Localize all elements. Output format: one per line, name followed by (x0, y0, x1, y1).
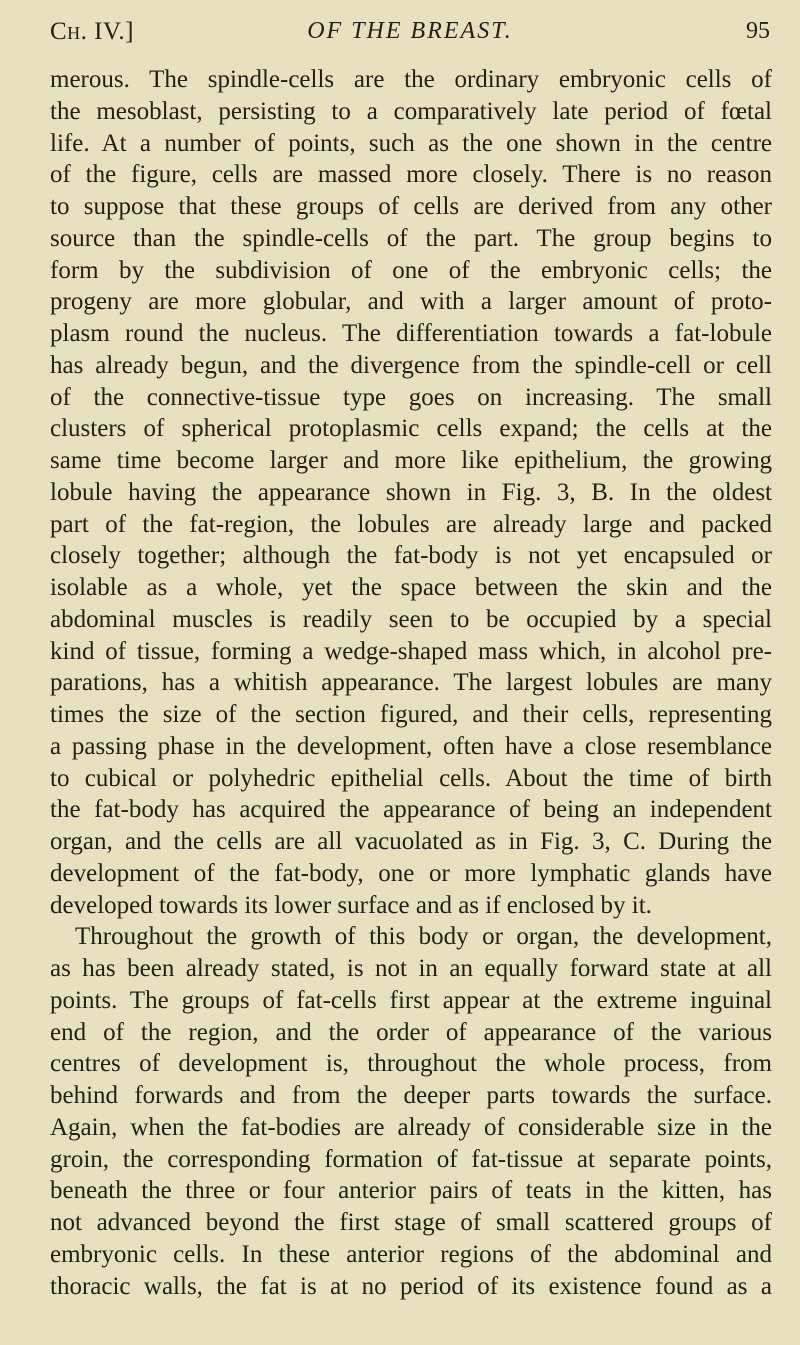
text-line: points. The groups of fat-cells first appear at the extreme inguinal (50, 986, 772, 1014)
page-title: OF THE BREAST. (307, 18, 513, 44)
text-line: as has been already stated, is not in an equally forward state at all (50, 955, 772, 982)
text-line: developed towards its lower surface and as if enclosed by it. (50, 891, 652, 919)
text-line: parations, has a whitish appearance. The largest lobules are many (50, 669, 772, 697)
text-line: abdominal muscles is readily seen to be occupied by a special (50, 605, 772, 633)
text-line: to cubical or polyhedric epithelial cells. About the time of birth (50, 764, 772, 792)
text-line: development of the fat-body, one or more lymphatic glands have (50, 859, 772, 887)
text-line: a passing phase in the development, often have a close resemblance (50, 732, 772, 760)
text-line: centres of development is, throughout the whole process, from (50, 1050, 772, 1078)
text-line: embryonic cells. In these anterior regions of the abdominal and (50, 1240, 772, 1268)
page-number: 95 (746, 18, 770, 44)
text-line: plasm round the nucleus. The differentiation towards a fat-lobule (50, 320, 772, 347)
text-line: lobule having the appearance shown in Fig. 3, B. In the oldest (50, 478, 772, 506)
running-head (50, 18, 770, 54)
body-text (50, 64, 772, 1302)
text-line: thoracic walls, the fat is at no period of its existence found as a (50, 1272, 772, 1300)
text-line: beneath the three or four anterior pairs of teats in the kitten, has (50, 1177, 772, 1205)
text-line: isolable as a whole, yet the space between the skin and the (50, 574, 772, 601)
text-line: progeny are more globular, and with a larger amount of proto- (50, 288, 772, 316)
text-line: to suppose that these groups of cells are derived from any other (50, 193, 772, 220)
text-line: of the figure, cells are massed more closely. There is no reason (50, 161, 772, 189)
text-line: part of the fat-region, the lobules are already large and packed (50, 510, 772, 538)
text-line: not advanced beyond the first stage of small scattered groups of (50, 1209, 772, 1236)
text-line: of the connective-tissue type goes on increasing. The small (50, 383, 772, 411)
text-line: times the size of the section figured, and their cells, representing (50, 701, 772, 728)
text-line: groin, the corresponding formation of fat-tissue at separate points, (50, 1145, 772, 1173)
text-line: clusters of spherical protoplasmic cells expand; the cells at the (50, 415, 772, 443)
text-line: merous. The spindle-cells are the ordinary embryonic cells of (50, 66, 772, 93)
chapter-label: Ch. IV.] (50, 18, 134, 45)
text-line: Again, when the fat-bodies are already of considerable size in the (50, 1113, 772, 1141)
text-line: behind forwards and from the deeper parts towards the surface. (50, 1082, 772, 1109)
text-line: source than the spindle-cells of the part. The group begins to (50, 224, 772, 252)
text-line: the mesoblast, persisting to a comparatively late period of fœtal (50, 97, 772, 125)
text-line: form by the subdivision of one of the embryonic cells; the (50, 256, 772, 284)
text-line: end of the region, and the order of appearance of the various (50, 1018, 772, 1046)
text-line: kind of tissue, forming a wedge-shaped mass which, in alcohol pre- (50, 637, 772, 665)
text-line: organ, and the cells are all vacuolated as in Fig. 3, C. During the (50, 828, 772, 855)
text-line: life. At a number of points, such as the one shown in the centre (50, 129, 772, 157)
text-line: closely together; although the fat-body is not yet encapsuled or (50, 542, 772, 570)
text-line: has already begun, and the divergence from the spindle-cell or cell (50, 351, 772, 379)
paragraph-start-line: Throughout the growth of this body or organ, the development, (75, 923, 772, 951)
text-line: the fat-body has acquired the appearance of being an independent (50, 796, 772, 824)
text-line: same time become larger and more like epithelium, the growing (50, 447, 772, 474)
